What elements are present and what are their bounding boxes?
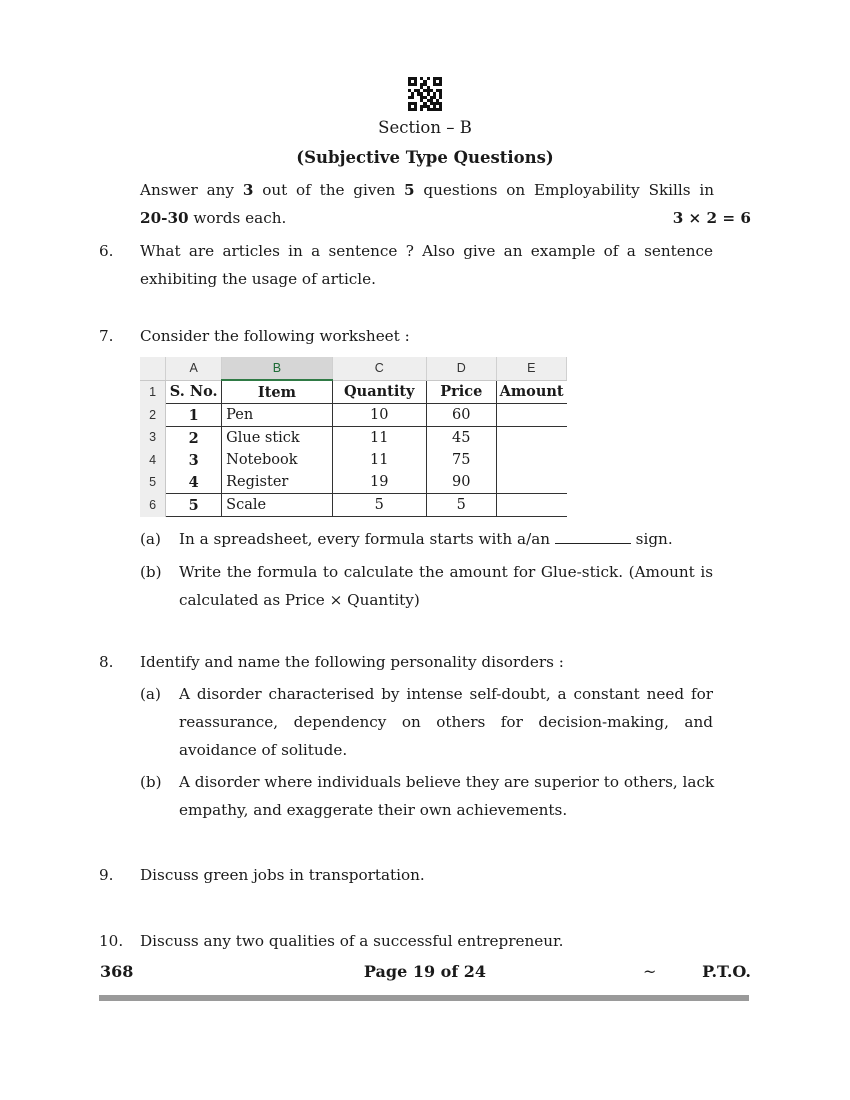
table-cell: 60 <box>426 404 496 427</box>
header-cell: S. No. <box>166 380 222 404</box>
footer-rule <box>99 995 749 1001</box>
subpart-label: (b) <box>140 773 162 791</box>
table-cell: 5 <box>166 494 222 517</box>
question-10-text: Discuss any two qualities of a successful entrepreneur. <box>140 932 564 950</box>
table-cell: Scale <box>222 494 333 517</box>
answer-blank <box>555 529 631 544</box>
row-number: 2 <box>140 404 166 427</box>
table-cell <box>496 449 566 471</box>
tilde-mark: ~ <box>643 962 657 981</box>
row-number: 3 <box>140 427 166 450</box>
column-header: C <box>332 357 426 380</box>
table-cell <box>496 404 566 427</box>
table-row <box>140 471 567 494</box>
question-7a-text: In a spreadsheet, every formula starts with a/an sign. <box>179 530 673 548</box>
table-row <box>140 449 567 471</box>
row-number: 6 <box>140 494 166 517</box>
table-row <box>140 494 567 517</box>
marks-allocation: 3 × 2 = 6 <box>672 209 751 227</box>
instruction-line-1: Answer any 3 out of the given 5 questions on Employability Skills in <box>140 181 714 199</box>
column-header-row <box>140 357 567 380</box>
table-cell: 2 <box>166 427 222 450</box>
table-cell: 10 <box>332 404 426 427</box>
table-cell: 3 <box>166 449 222 471</box>
table-cell: 75 <box>426 449 496 471</box>
row-number: 5 <box>140 471 166 494</box>
section-title: Section – B <box>378 118 472 137</box>
question-7-text: Consider the following worksheet : <box>140 327 410 345</box>
table-cell: 11 <box>332 427 426 450</box>
table-cell: Glue stick <box>222 427 333 450</box>
question-6-text: What are articles in a sentence ? Also give an example of a sentence exhibiting the usage of article. <box>140 242 713 288</box>
subpart-label: (b) <box>140 563 162 581</box>
header-cell: Price <box>426 380 496 404</box>
table-cell: 1 <box>166 404 222 427</box>
question-9-text: Discuss green jobs in transportation. <box>140 866 425 884</box>
page-number: Page 19 of 24 <box>363 962 487 981</box>
table-cell <box>496 494 566 517</box>
table-row <box>140 404 567 427</box>
worksheet-table <box>140 357 567 517</box>
row-number: 1 <box>140 380 166 404</box>
column-header: E <box>496 357 566 380</box>
table-cell <box>496 471 566 494</box>
table-cell: Notebook <box>222 449 333 471</box>
table-cell: Register <box>222 471 333 494</box>
table-cell: 11 <box>332 449 426 471</box>
subpart-label: (a) <box>140 685 161 703</box>
question-number: 10. <box>99 932 124 950</box>
qr-code <box>408 77 442 111</box>
question-7b-text: Write the formula to calculate the amount for Glue-stick. (Amount is calculated as Price × Quantity) <box>179 563 713 609</box>
header-cell: Amount <box>496 380 566 404</box>
worksheet-image <box>140 357 567 512</box>
column-header: B <box>222 357 333 380</box>
subpart-label: (a) <box>140 530 161 548</box>
table-cell: 45 <box>426 427 496 450</box>
paper-code: 368 <box>100 962 134 981</box>
table-cell: Pen <box>222 404 333 427</box>
question-number: 7. <box>99 327 114 345</box>
table-row <box>140 380 567 404</box>
table-cell: 5 <box>426 494 496 517</box>
section-subtitle: (Subjective Type Questions) <box>296 148 554 167</box>
row-number: 4 <box>140 449 166 471</box>
corner-cell <box>140 357 166 380</box>
pto-label: P.T.O. <box>702 962 751 981</box>
table-cell <box>496 427 566 450</box>
table-cell: 19 <box>332 471 426 494</box>
table-cell: 90 <box>426 471 496 494</box>
question-number: 9. <box>99 866 114 884</box>
column-header: D <box>426 357 496 380</box>
question-number: 8. <box>99 653 114 671</box>
header-cell: Quantity <box>332 380 426 404</box>
header-cell: Item <box>222 380 333 404</box>
question-number: 6. <box>99 242 114 260</box>
question-8a-text: A disorder characterised by intense self-doubt, a constant need for reassurance, dependency on others for decision-making, and avoidance of solitude. <box>179 685 713 759</box>
instruction-line-2: 20-30 words each. <box>140 209 287 227</box>
table-cell: 5 <box>332 494 426 517</box>
table-row <box>140 427 567 450</box>
question-8-text: Identify and name the following personality disorders : <box>140 653 564 671</box>
column-header: A <box>166 357 222 380</box>
question-8b-text: A disorder where individuals believe they are superior to others, lack empathy, and exaggerate their own achievements. <box>179 773 715 819</box>
table-cell: 4 <box>166 471 222 494</box>
